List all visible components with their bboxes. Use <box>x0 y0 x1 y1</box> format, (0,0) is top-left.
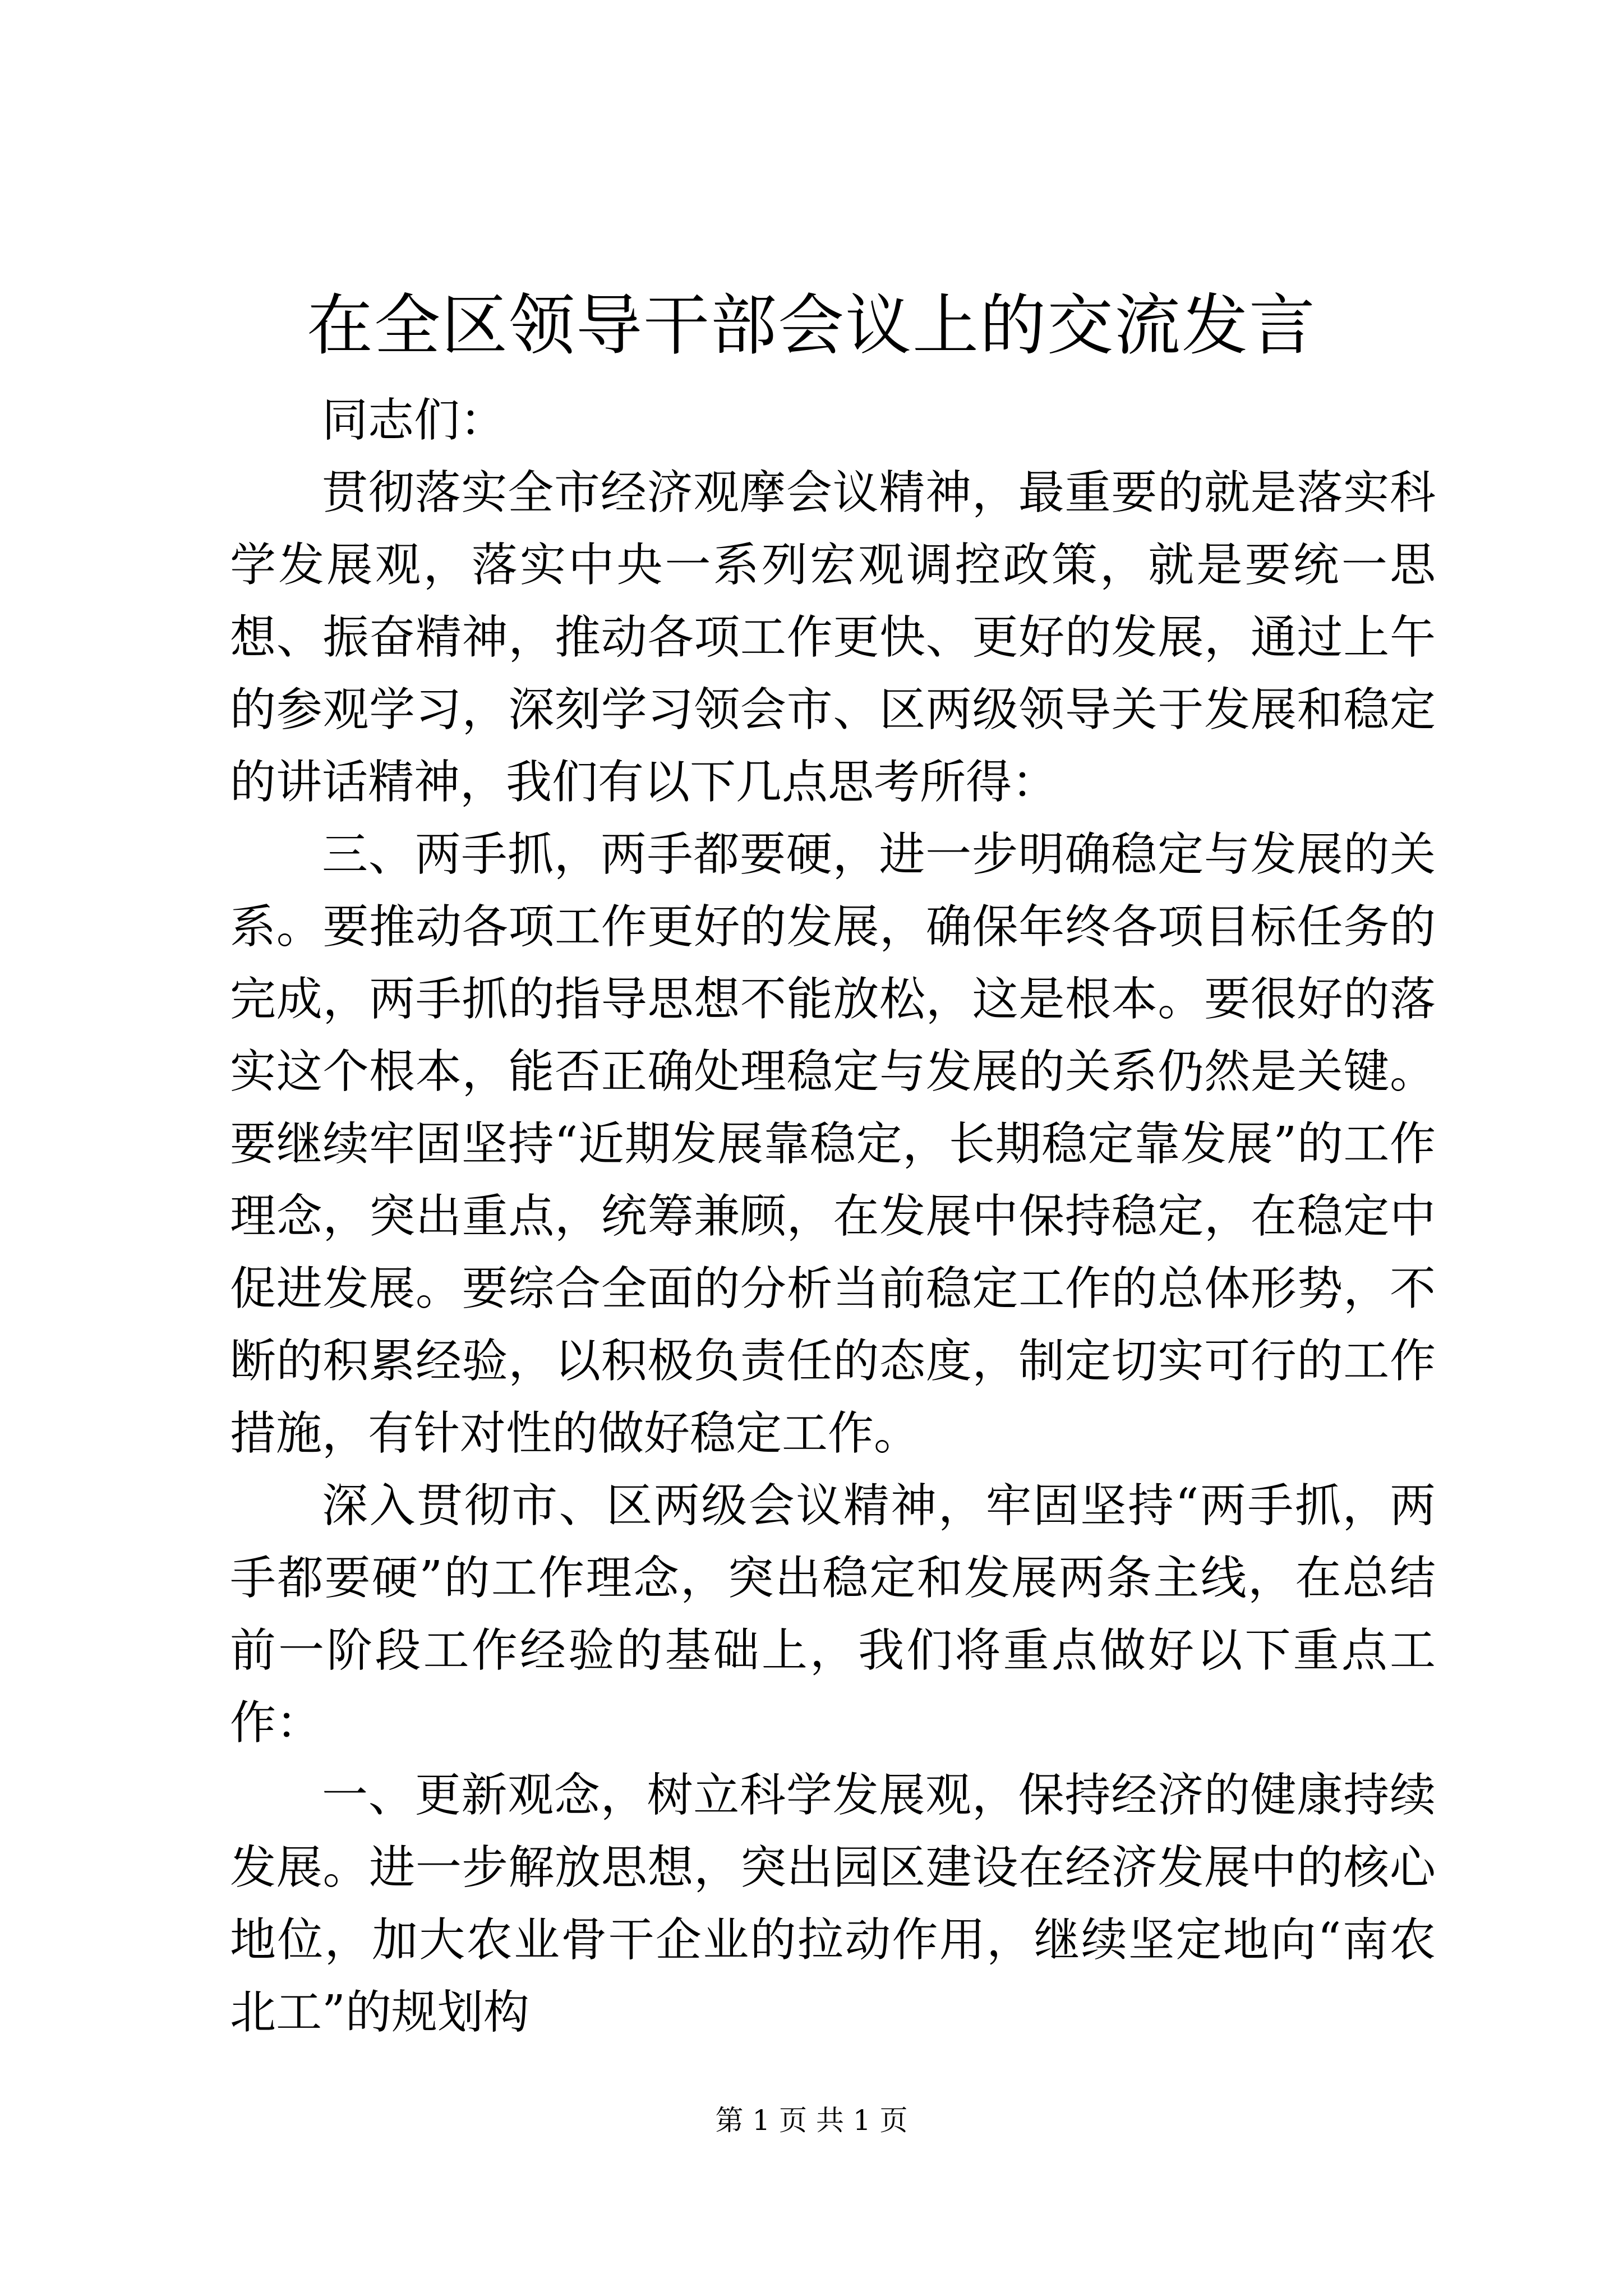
salutation-paragraph: 同志们： <box>322 394 506 447</box>
body-paragraph: 三、两手抓，两手都要硬，进一步明确稳定与发展的关系。要推动各项工作更好的发展，确保年终各项目标任务的完成，两手抓的指导思想不能放松，这是根本。要很好的落实这个根本，能否正确处理稳定与发展的关系仍然是关键。要继续牢固坚持“近期发展靠稳定，长期稳定靠发展”的工作理念，突出重点，统筹兼顾，在发展中保持稳定，在稳定中促进发展。要综合全面的分析当前稳定工作的总体形势，不断的积累经验，以积极负责任的态度，制定切实可行的工作措施，有针对性的做好稳定工作。 <box>230 828 1436 1460</box>
page-footer <box>0 2101 1623 2140</box>
document-title: 在全区领导干部会议上的交流发言 <box>306 287 1316 364</box>
body-paragraph: 贯彻落实全市经济观摩会议精神，最重要的就是落实科学发展观，落实中央一系列宏观调控政策，就是要统一思想、振奋精神，推动各项工作更快、更好的发展，通过上午的参观学习，深刻学习领会市、区两级领导关于发展和稳定的讲话精神，我们有以下几点思考所得： <box>230 466 1436 809</box>
body-paragraph: 一、更新观念，树立科学发展观，保持经济的健康持续发展。进一步解放思想，突出园区建设在经济发展中的核心地位，加大农业骨干企业的拉动作用，继续坚定地向“南农北工”的规划构 <box>230 1769 1436 2039</box>
body-paragraph: 深入贯彻市、区两级会议精神，牢固坚持“两手抓，两手都要硬”的工作理念，突出稳定和发展两条主线，在总结前一阶段工作经验的基础上，我们将重点做好以下重点工作： <box>230 1479 1436 1750</box>
page-number-label: 第 1 页 共 1 页 <box>715 2104 908 2137</box>
document-body <box>230 384 1436 2049</box>
